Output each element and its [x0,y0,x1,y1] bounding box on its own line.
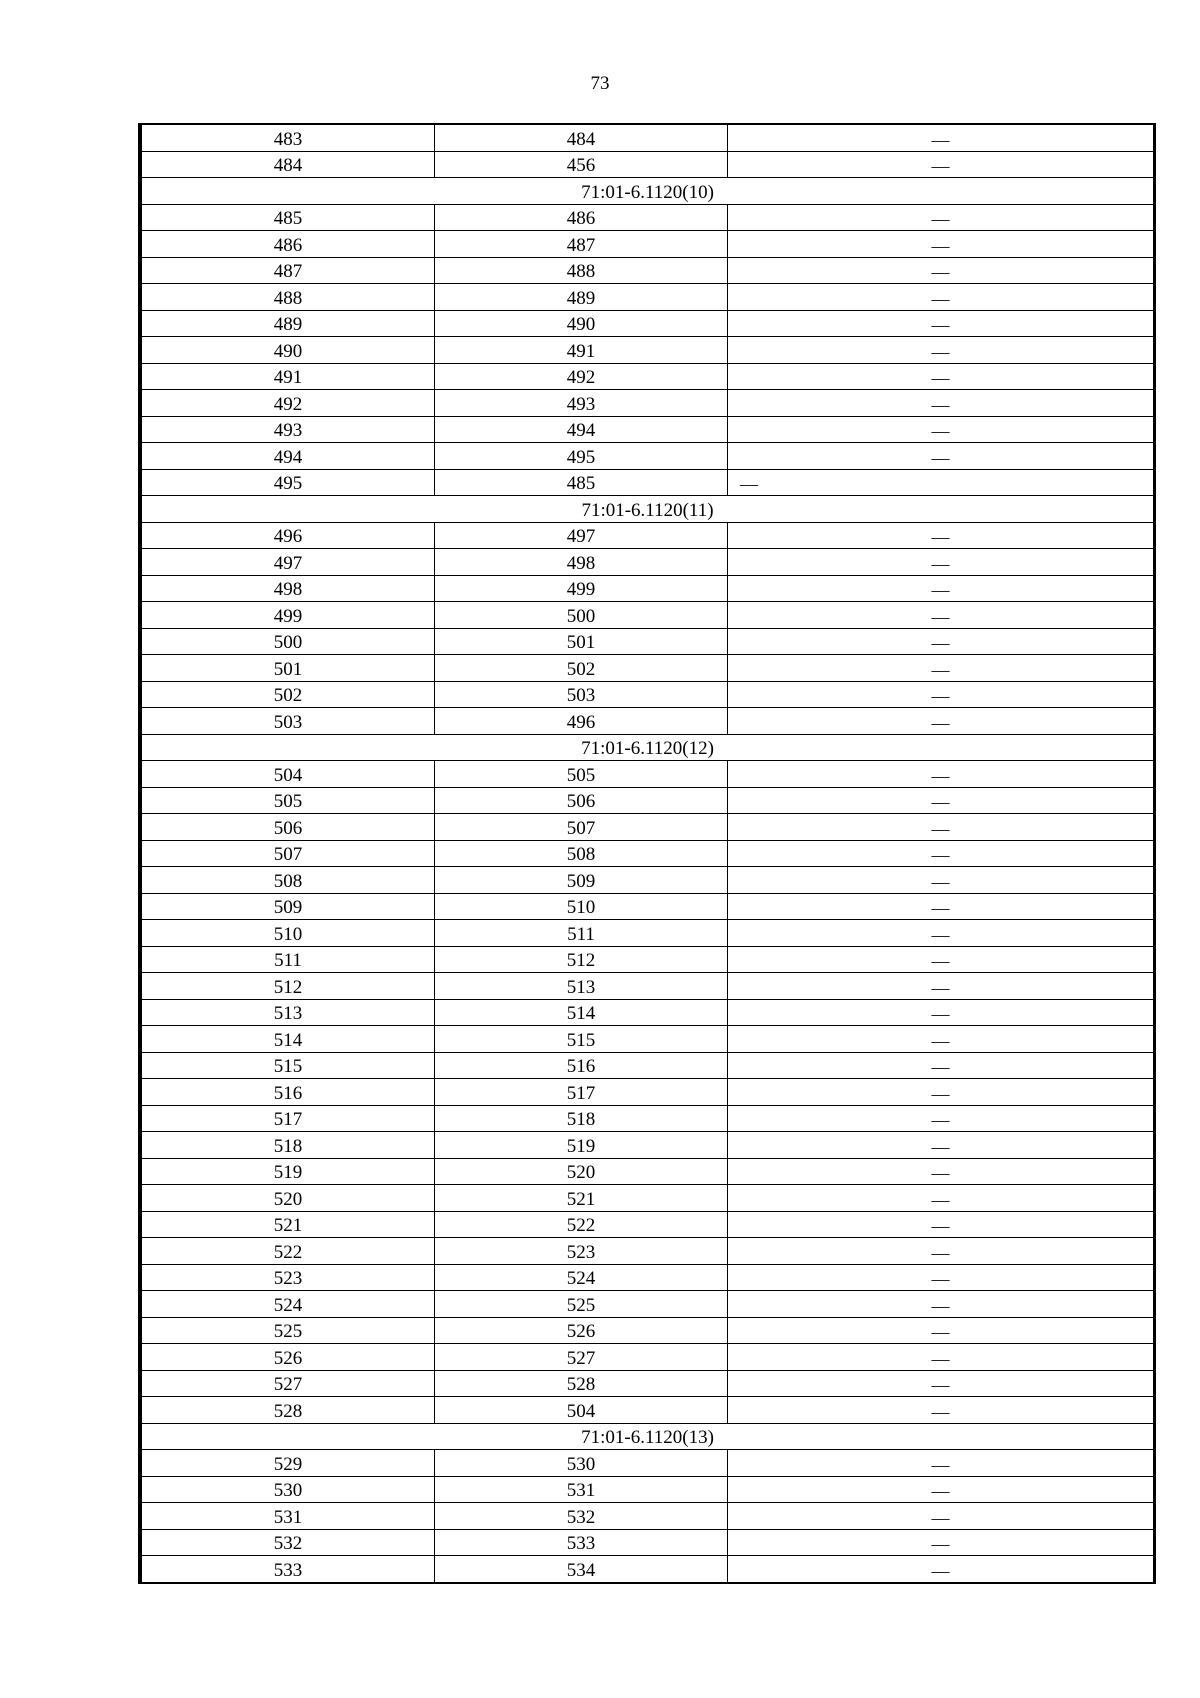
cell-from-point: 519 [142,1158,435,1185]
page-number: 73 [590,73,610,94]
section-row [142,496,1154,523]
cell-to-point: 513 [435,973,728,1000]
cell-note: — [728,999,1154,1026]
table-row [142,1079,1154,1106]
cell-from-point: 520 [142,1185,435,1212]
cell-to-point: 519 [435,1132,728,1159]
cell-to-point: 534 [435,1556,728,1583]
cell-to-point: 524 [435,1264,728,1291]
cell-to-point: 485 [435,469,728,496]
cell-note: — [728,867,1154,894]
section-row [142,1423,1154,1450]
cell-note: — [728,1052,1154,1079]
cell-to-point: 514 [435,999,728,1026]
cell-from-point: 492 [142,390,435,417]
cell-note: — [728,1370,1154,1397]
table-row [142,814,1154,841]
cell-to-point: 490 [435,310,728,337]
cell-to-point: 456 [435,151,728,178]
cell-from-point: 505 [142,787,435,814]
table-row [142,681,1154,708]
cell-note: — [728,124,1154,151]
cell-to-point: 491 [435,337,728,364]
table-row [142,920,1154,947]
cell-note: — [728,1344,1154,1371]
cell-to-point: 500 [435,602,728,629]
cell-note: — [728,1026,1154,1053]
cell-note: — [728,522,1154,549]
table-row [142,469,1154,496]
cell-note: — [728,204,1154,231]
table-row [142,1264,1154,1291]
cell-note: — [728,1556,1154,1583]
table-row [142,1317,1154,1344]
section-row [142,178,1154,205]
cell-from-point: 521 [142,1211,435,1238]
table-row [142,443,1154,470]
table-row [142,204,1154,231]
cell-from-point: 496 [142,522,435,549]
cell-note: — [728,575,1154,602]
cell-note: — [728,257,1154,284]
table-row [142,1185,1154,1212]
cell-note: — [728,337,1154,364]
table-row [142,363,1154,390]
cell-to-point: 504 [435,1397,728,1424]
cell-to-point: 512 [435,946,728,973]
cell-from-point: 507 [142,840,435,867]
section-row [142,734,1154,761]
cell-to-point: 522 [435,1211,728,1238]
table-row [142,867,1154,894]
section-label: 71:01-6.1120(11) [142,496,1154,523]
table [141,123,1154,1584]
cell-from-point: 495 [142,469,435,496]
cell-note: — [728,1105,1154,1132]
cell-note: — [728,973,1154,1000]
table-row [142,549,1154,576]
cell-from-point: 512 [142,973,435,1000]
cell-to-point: 486 [435,204,728,231]
cell-from-point: 504 [142,761,435,788]
cell-to-point: 487 [435,231,728,258]
table-row [142,1158,1154,1185]
cell-note: — [728,1132,1154,1159]
cell-to-point: 501 [435,628,728,655]
table-row [142,1344,1154,1371]
table-row [142,708,1154,735]
cell-note: — [728,1476,1154,1503]
cell-from-point: 487 [142,257,435,284]
cell-to-point: 533 [435,1529,728,1556]
cell-note: — [728,655,1154,682]
table-row [142,1529,1154,1556]
cell-from-point: 527 [142,1370,435,1397]
cell-to-point: 499 [435,575,728,602]
cell-note: — [728,1264,1154,1291]
cell-from-point: 498 [142,575,435,602]
cell-to-point: 521 [435,1185,728,1212]
cell-from-point: 517 [142,1105,435,1132]
cell-from-point: 511 [142,946,435,973]
table-row [142,1105,1154,1132]
cell-note: — [728,602,1154,629]
cell-from-point: 524 [142,1291,435,1318]
cell-note: — [728,390,1154,417]
cell-note: — [728,363,1154,390]
cell-to-point: 525 [435,1291,728,1318]
cell-note: — [728,1211,1154,1238]
cell-to-point: 497 [435,522,728,549]
cell-note: — [728,1158,1154,1185]
cell-to-point: 526 [435,1317,728,1344]
cell-note: — [728,416,1154,443]
cell-to-point: 496 [435,708,728,735]
table-row [142,1291,1154,1318]
table-row [142,1476,1154,1503]
cell-note: — [728,681,1154,708]
cell-note: — [728,1291,1154,1318]
cell-to-point: 503 [435,681,728,708]
cell-note: — [728,708,1154,735]
cell-from-point: 532 [142,1529,435,1556]
table-row [142,628,1154,655]
cell-from-point: 494 [142,443,435,470]
table-row [142,575,1154,602]
cell-note: — [728,1185,1154,1212]
cell-from-point: 525 [142,1317,435,1344]
cell-from-point: 510 [142,920,435,947]
table-row [142,284,1154,311]
cell-note: — [728,840,1154,867]
cell-to-point: 520 [435,1158,728,1185]
table-row [142,257,1154,284]
cell-from-point: 493 [142,416,435,443]
cell-note: — [728,1317,1154,1344]
cell-note: — [728,761,1154,788]
cell-note: — [728,284,1154,311]
cell-from-point: 489 [142,310,435,337]
cell-to-point: 518 [435,1105,728,1132]
cell-from-point: 491 [142,363,435,390]
table-row [142,1052,1154,1079]
cell-from-point: 488 [142,284,435,311]
cell-to-point: 527 [435,1344,728,1371]
cell-note: — [728,1397,1154,1424]
cell-to-point: 508 [435,840,728,867]
table-row [142,655,1154,682]
table-row [142,1397,1154,1424]
cell-note: — [728,310,1154,337]
cell-note: — [728,1238,1154,1265]
cell-to-point: 489 [435,284,728,311]
cell-note: — [728,151,1154,178]
cell-to-point: 517 [435,1079,728,1106]
cell-to-point: 493 [435,390,728,417]
cell-to-point: 507 [435,814,728,841]
table-row [142,151,1154,178]
cell-note: — [728,920,1154,947]
section-label: 71:01-6.1120(10) [142,178,1154,205]
table-row [142,1450,1154,1477]
cell-from-point: 485 [142,204,435,231]
cell-from-point: 523 [142,1264,435,1291]
cell-from-point: 526 [142,1344,435,1371]
table-row [142,1238,1154,1265]
cell-from-point: 513 [142,999,435,1026]
table-row [142,416,1154,443]
cell-from-point: 499 [142,602,435,629]
table-row [142,390,1154,417]
cell-to-point: 484 [435,124,728,151]
cell-from-point: 529 [142,1450,435,1477]
cell-from-point: 518 [142,1132,435,1159]
cell-from-point: 522 [142,1238,435,1265]
cell-note: — [728,231,1154,258]
cell-from-point: 508 [142,867,435,894]
section-label: 71:01-6.1120(13) [142,1423,1154,1450]
table-row [142,337,1154,364]
cell-from-point: 486 [142,231,435,258]
cell-from-point: 509 [142,893,435,920]
cell-to-point: 498 [435,549,728,576]
cell-note: — [728,628,1154,655]
cell-note: — [728,1529,1154,1556]
table-row [142,231,1154,258]
cell-to-point: 488 [435,257,728,284]
cell-from-point: 503 [142,708,435,735]
cell-note: — [728,946,1154,973]
cell-to-point: 528 [435,1370,728,1397]
section-label: 71:01-6.1120(12) [142,734,1154,761]
table-row [142,787,1154,814]
cell-from-point: 483 [142,124,435,151]
table-row [142,1370,1154,1397]
cell-from-point: 490 [142,337,435,364]
table-row [142,840,1154,867]
cell-to-point: 511 [435,920,728,947]
cell-to-point: 515 [435,1026,728,1053]
cell-to-point: 523 [435,1238,728,1265]
cell-note: — [728,893,1154,920]
boundary-table [138,123,1156,1584]
cell-note: — [728,814,1154,841]
table-row [142,973,1154,1000]
cell-from-point: 506 [142,814,435,841]
cell-to-point: 506 [435,787,728,814]
cell-from-point: 502 [142,681,435,708]
cell-note: — [728,1503,1154,1530]
cell-from-point: 530 [142,1476,435,1503]
cell-from-point: 501 [142,655,435,682]
cell-from-point: 533 [142,1556,435,1583]
cell-to-point: 516 [435,1052,728,1079]
cell-to-point: 530 [435,1450,728,1477]
cell-to-point: 505 [435,761,728,788]
cell-from-point: 515 [142,1052,435,1079]
cell-to-point: 509 [435,867,728,894]
cell-from-point: 514 [142,1026,435,1053]
cell-to-point: 502 [435,655,728,682]
cell-to-point: 492 [435,363,728,390]
cell-note: — [728,1079,1154,1106]
cell-from-point: 484 [142,151,435,178]
table-row [142,1211,1154,1238]
cell-from-point: 528 [142,1397,435,1424]
table-row [142,310,1154,337]
table-row [142,1132,1154,1159]
table-row [142,1503,1154,1530]
cell-to-point: 495 [435,443,728,470]
table-row [142,522,1154,549]
table-row [142,1556,1154,1583]
cell-note: — [728,549,1154,576]
cell-from-point: 500 [142,628,435,655]
cell-from-point: 516 [142,1079,435,1106]
cell-to-point: 532 [435,1503,728,1530]
table-row [142,761,1154,788]
table-row [142,999,1154,1026]
cell-to-point: 494 [435,416,728,443]
table-row [142,602,1154,629]
table-row [142,893,1154,920]
table-row [142,1026,1154,1053]
cell-to-point: 510 [435,893,728,920]
cell-note: — [728,469,1154,496]
cell-note: — [728,1450,1154,1477]
cell-note: — [728,443,1154,470]
table-row [142,124,1154,151]
cell-to-point: 531 [435,1476,728,1503]
cell-from-point: 497 [142,549,435,576]
table-body [142,124,1154,1583]
cell-from-point: 531 [142,1503,435,1530]
cell-note: — [728,787,1154,814]
table-row [142,946,1154,973]
